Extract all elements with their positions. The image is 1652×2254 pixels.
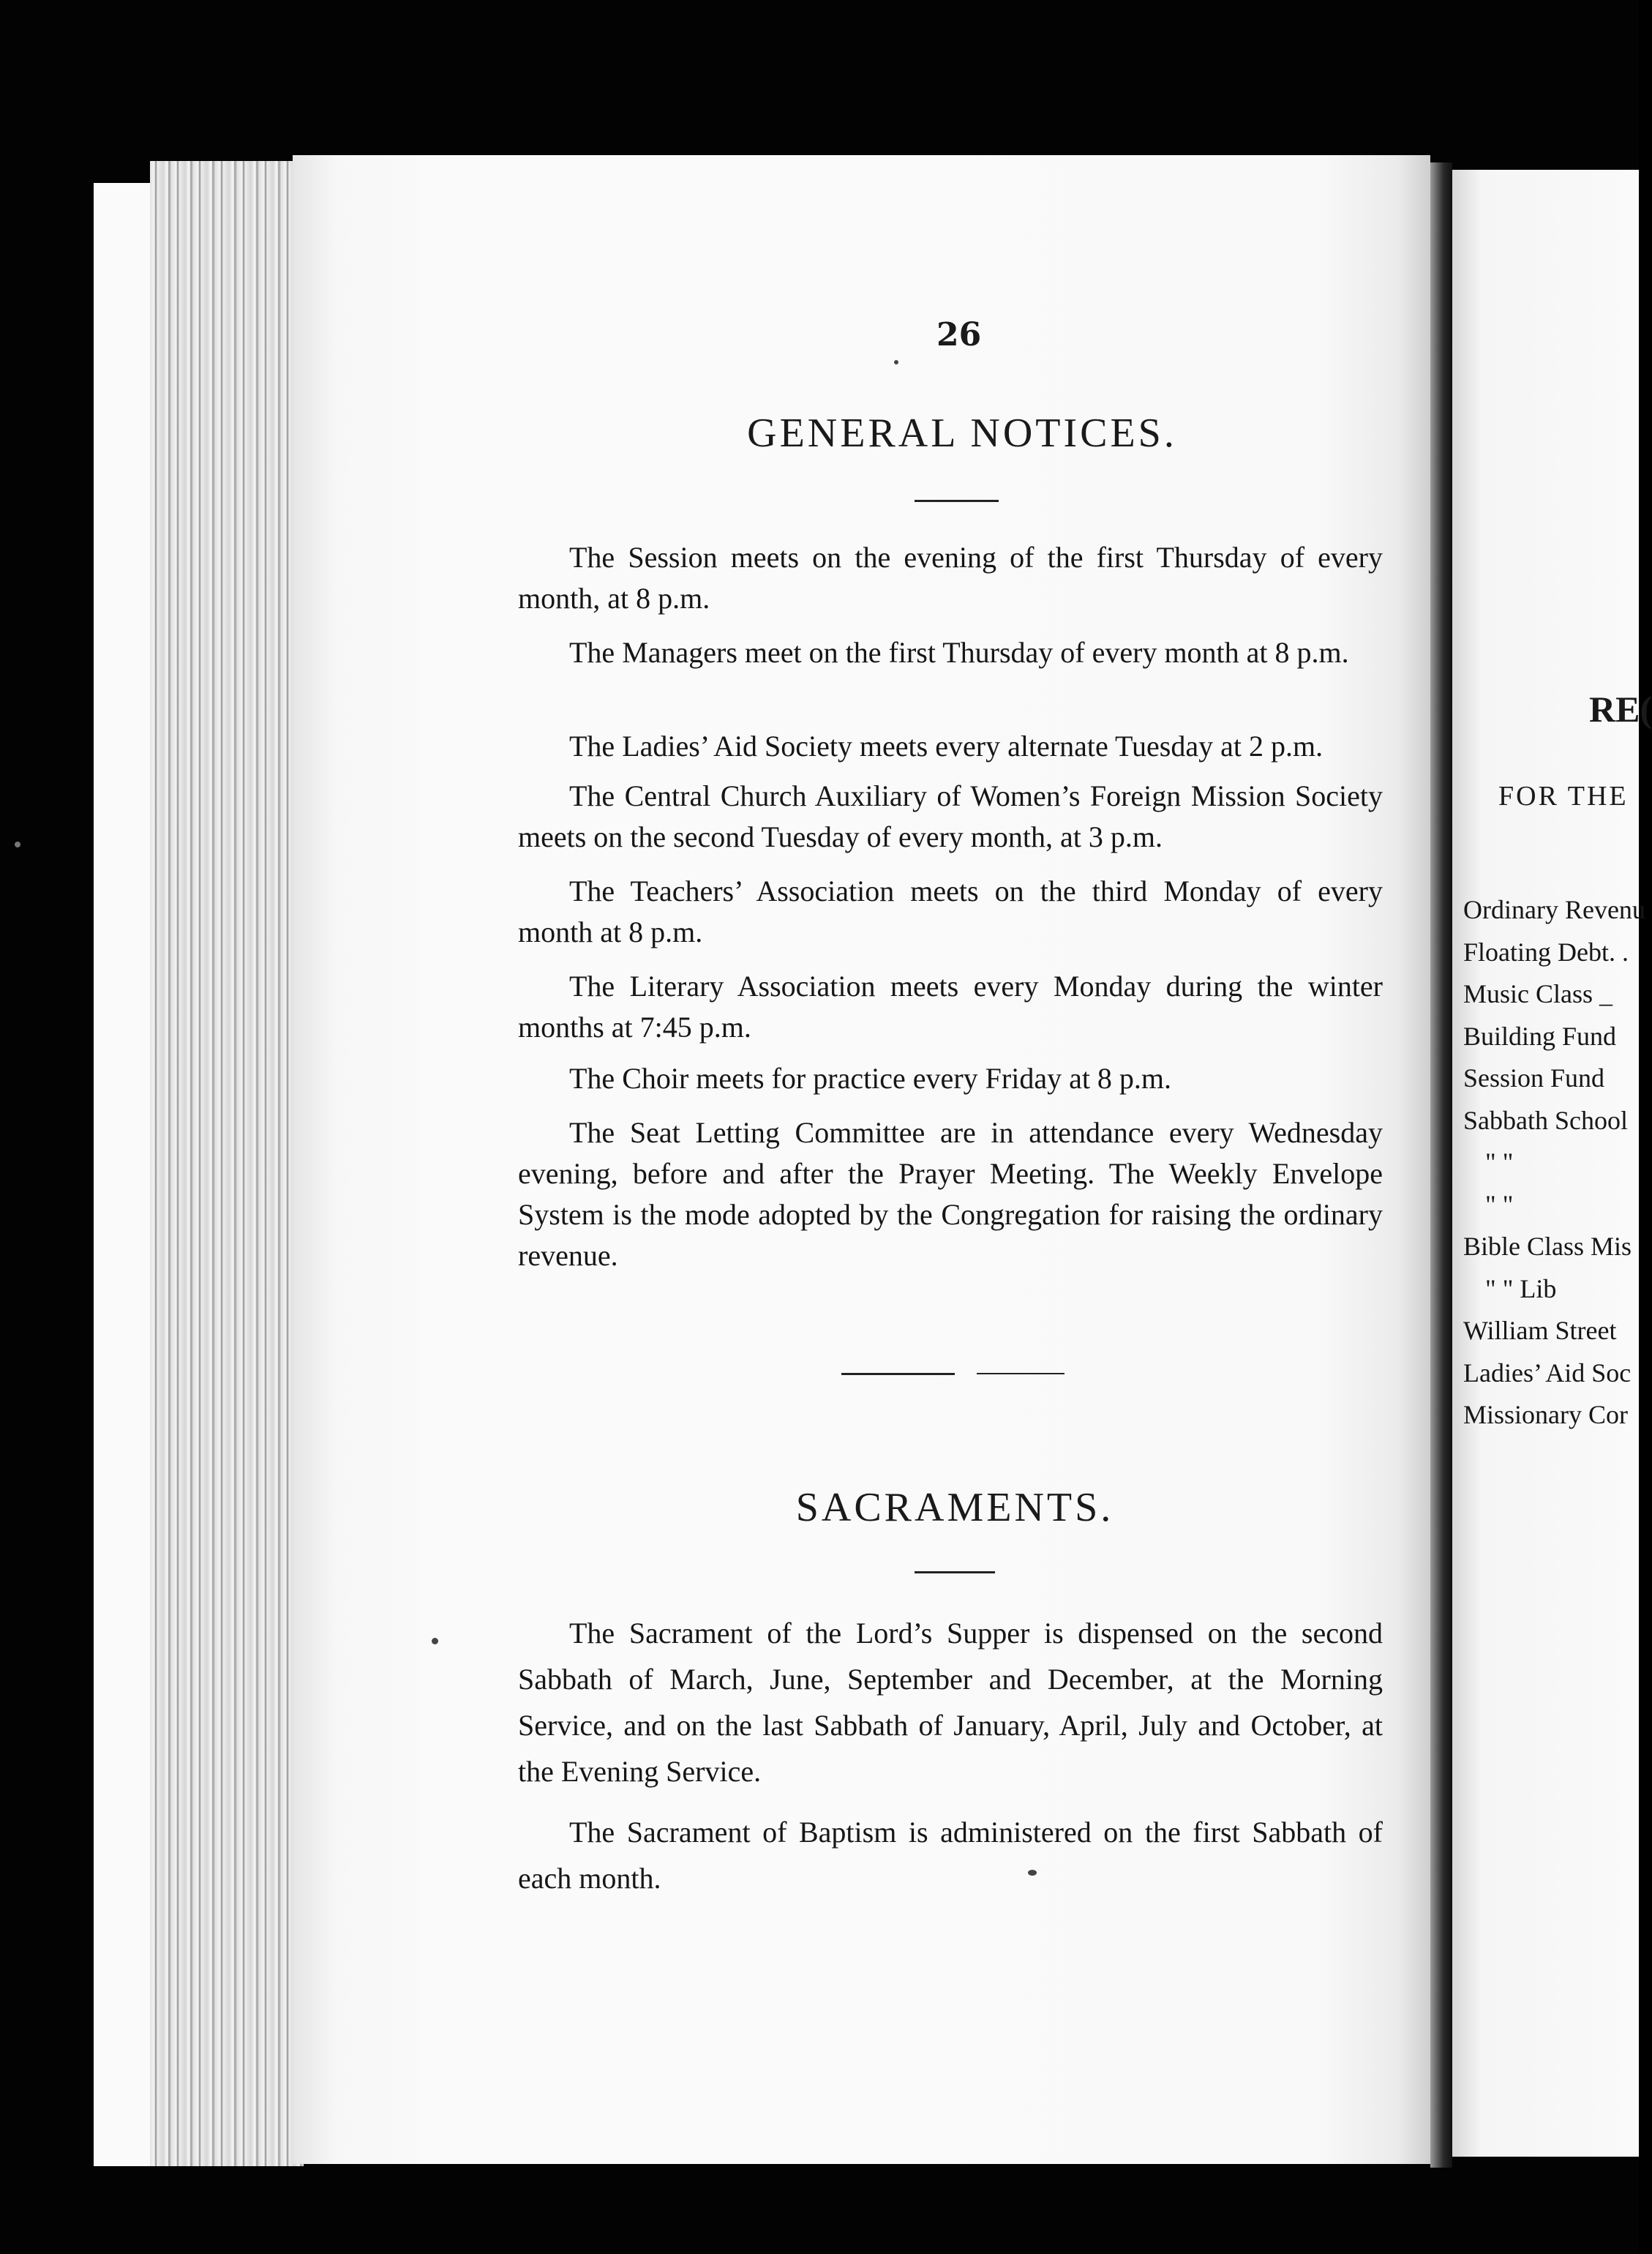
list-item: Session Fund xyxy=(1463,1063,1605,1093)
notice-paragraph: The Seat Letting Committee are in attendance every Wednesday evening, before and after the Prayer Meeting. The Weekly Envelope System is the mode adopted by the Congregation for raising the ordinary revenue. xyxy=(518,1116,1383,1272)
heading-rule xyxy=(915,500,999,502)
notice-paragraph: The Ladies’ Aid Society meets every alternate Tuesday at 2 p.m. xyxy=(569,730,1324,763)
right-page-subheading: FOR THE xyxy=(1498,781,1629,812)
notice-paragraph: The Managers meet on the first Thursday of every month at 8 p.m. xyxy=(569,636,1349,669)
sacrament-paragraph: The Sacrament of Baptism is administered on the first Sabbath of each month. xyxy=(518,1816,1383,1895)
notice-paragraph: The Teachers’ Association meets on the third Monday of every month at 8 p.m. xyxy=(518,875,1383,948)
section-divider-right xyxy=(977,1373,1065,1374)
sacraments-heading: SACRAMENTS. xyxy=(795,1485,1114,1530)
list-item: Sabbath School xyxy=(1463,1105,1628,1135)
general-notices-heading: GENERAL NOTICES. xyxy=(747,411,1177,456)
book-gutter xyxy=(1430,162,1452,2168)
list-item: William Street xyxy=(1463,1316,1617,1345)
notice-paragraph: The Central Church Auxiliary of Women’s Foreign Mission Society meets on the second Tuesday of every month, at 3 p.m. xyxy=(518,779,1383,853)
scan-speck xyxy=(1028,1870,1037,1876)
heading-rule xyxy=(915,1571,995,1573)
list-item: Bible Class Mis xyxy=(1463,1232,1632,1261)
scan-speck xyxy=(432,1638,438,1644)
scan-speck xyxy=(894,360,898,364)
list-item: " " xyxy=(1485,1189,1514,1219)
scan-speck xyxy=(15,842,20,847)
list-item: Building Fund xyxy=(1463,1021,1617,1051)
notice-paragraph: The Session meets on the evening of the first Thursday of every month, at 8 p.m. xyxy=(518,541,1383,615)
list-item: " " xyxy=(1485,1147,1514,1177)
list-item: Ladies’ Aid Soc xyxy=(1463,1358,1632,1388)
list-item: Floating Debt. . xyxy=(1463,937,1629,967)
receipts-list xyxy=(1463,889,1645,1437)
list-item: Music Class _ xyxy=(1463,979,1613,1008)
sacrament-paragraph: The Sacrament of the Lord’s Supper is dispensed on the second Sabbath of March, June, September and December, at the Morning Service, and on the last Sabbath of January, April, July and October, at the Evening Service. xyxy=(518,1617,1383,1788)
page-edges xyxy=(150,161,304,2166)
list-item: " " Lib xyxy=(1485,1273,1557,1303)
section-divider-left xyxy=(841,1373,955,1375)
list-item: Missionary Cor xyxy=(1463,1400,1628,1429)
right-page-heading: RE( xyxy=(1589,689,1652,730)
notice-paragraph: The Literary Association meets every Monday during the winter months at 7:45 p.m. xyxy=(518,970,1383,1044)
page-number: 26 xyxy=(936,316,982,353)
list-item: Ordinary Revenu xyxy=(1463,895,1645,924)
notice-paragraph: The Choir meets for practice every Friday at 8 p.m. xyxy=(569,1062,1172,1095)
